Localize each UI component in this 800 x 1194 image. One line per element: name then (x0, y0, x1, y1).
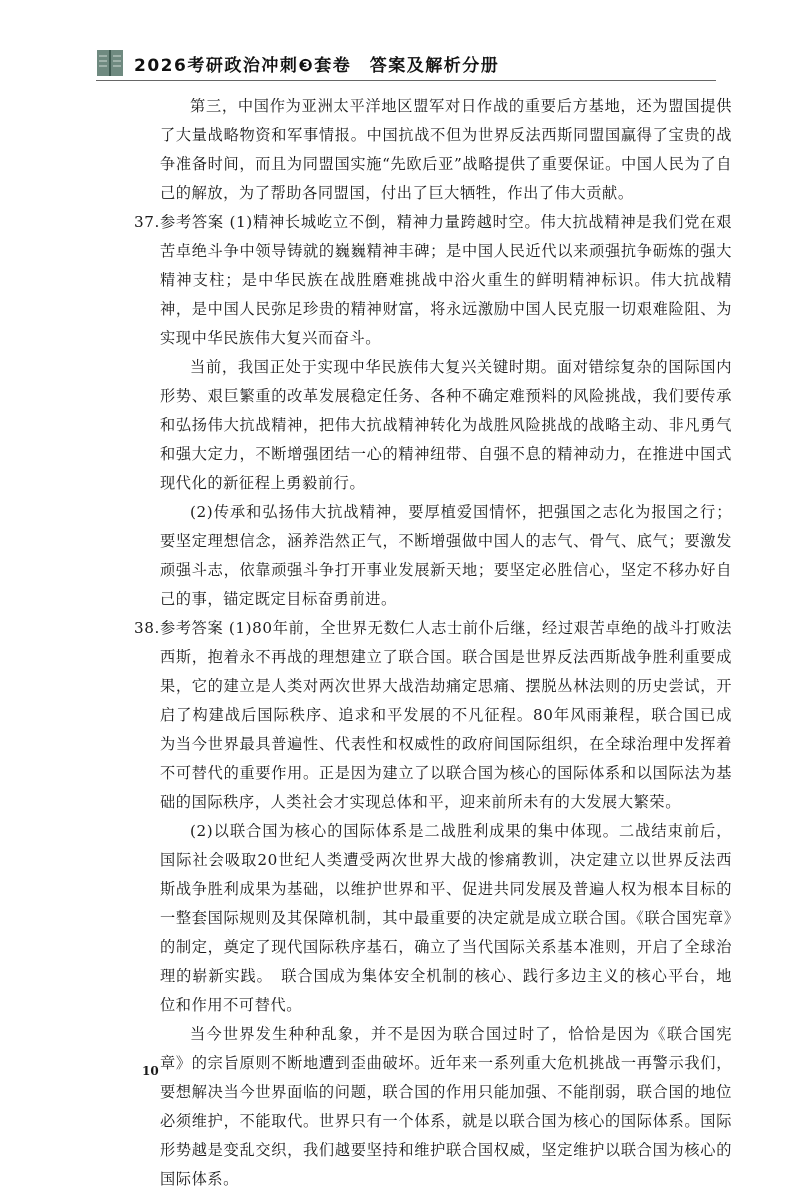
q38-answer-paragraph-1: 参考答案 (1)80年前，全世界无数仁人志士前仆后继，经过艰苦卓绝的战斗打败法西斯，抱着永不再战的理想建立了联合国。联合国是世界反法西斯战争胜利重要成果，它的建立是人类对两次世界大战浩劫痛定思痛、摆脱丛林法则的历史尝试，开启了构建战后国际秩序、追求和平发展的不凡征程。80年风雨兼程，联合国已成为当今世界最具普遍性、代表性和权威性的政府间国际组织，在全球治理中发挥着不可替代的重要作用。正是因为建立了以联合国为核心的国际体系和以国际法为基础的国际秩序，人类社会才实现总体和平，迎来前所未有的大发展大繁荣。 (160, 619, 732, 811)
header-title: 2026考研政治冲刺❸套卷 答案及解析分册 (134, 55, 500, 76)
q37-answer-paragraph-3: (2)传承和弘扬伟大抗战精神，要厚植爱国情怀，把强国之志化为报国之行；要坚定理想信念，涵养浩然正气，不断增强做中国人的志气、骨气、底气；要激发顽强斗志，依靠顽强斗争打开事业发展新天地；要坚定必胜信心，坚定不移办好自己的事，锚定既定目标奋勇前进。 (160, 503, 732, 608)
question-number: 38. (134, 619, 160, 637)
book-icon (96, 48, 124, 78)
header-divider (96, 80, 716, 81)
question-number: 37. (134, 213, 160, 231)
q37-answer-paragraph-1: 参考答案 (1)精神长城屹立不倒，精神力量跨越时空。伟大抗战精神是我们党在艰苦卓绝斗争中领导铸就的巍巍精神丰碑；是中国人民近代以来顽强抗争砺炼的强大精神支柱；是中华民族在战胜磨难挑战中浴火重生的鲜明精神标识。伟大抗战精神，是中国人民弥足珍贵的精神财富，将永远激励中国人民克服一切艰难险阻、为实现中华民族伟大复兴而奋斗。 (160, 213, 732, 347)
question-38 (134, 614, 732, 817)
page-header (96, 46, 499, 80)
question-37 (134, 208, 732, 353)
q38-answer-paragraph-3: 当今世界发生种种乱象，并不是因为联合国过时了，恰恰是因为《联合国宪章》的宗旨原则不断地遭到歪曲破坏。近年来一系列重大危机挑战一再警示我们，要想解决当今世界面临的问题，联合国的作用只能加强、不能削弱，联合国的地位必须维护，不能取代。世界只有一个体系，就是以联合国为核心的国际体系。国际形势越是变乱交织，我们越要坚持和维护联合国权威，坚定维护以联合国为核心的国际体系。 (160, 1025, 732, 1188)
page-number: 10 (142, 1064, 159, 1078)
q38-answer-paragraph-2: (2)以联合国为核心的国际体系是二战胜利成果的集中体现。二战结束前后，国际社会吸取20世纪人类遭受两次世界大战的惨痛教训，决定建立以世界反法西斯战争胜利成果为基础，以维护世界和平、促进共同发展及普遍人权为根本目标的一整套国际规则及其保障机制，其中最重要的决定就是成立联合国。《联合国宪章》的制定，奠定了现代国际秩序基石，确立了当代国际关系基本准则，开启了全球治理的崭新实践。 联合国成为集体安全机制的核心、践行多边主义的核心平台，地位和作用不可替代。 (160, 822, 732, 1014)
intro-paragraph: 第三，中国作为亚洲太平洋地区盟军对日作战的重要后方基地，还为盟国提供了大量战略物资和军事情报。中国抗战不但为世界反法西斯同盟国赢得了宝贵的战争准备时间，而且为同盟国实施“先欧后亚”战略提供了重要保证。中国人民为了自己的解放，为了帮助各同盟国，付出了巨大牺牲，作出了伟大贡献。 (160, 97, 732, 202)
q37-answer-paragraph-2: 当前，我国正处于实现中华民族伟大复兴关键时期。面对错综复杂的国际国内形势、艰巨繁重的改革发展稳定任务、各种不确定难预料的风险挑战，我们要传承和弘扬伟大抗战精神，把伟大抗战精神转化为战胜风险挑战的战略主动、非凡勇气和强大定力，不断增强团结一心的精神纽带、自强不息的精神动力，在推进中国式现代化的新征程上勇毅前行。 (160, 358, 732, 492)
